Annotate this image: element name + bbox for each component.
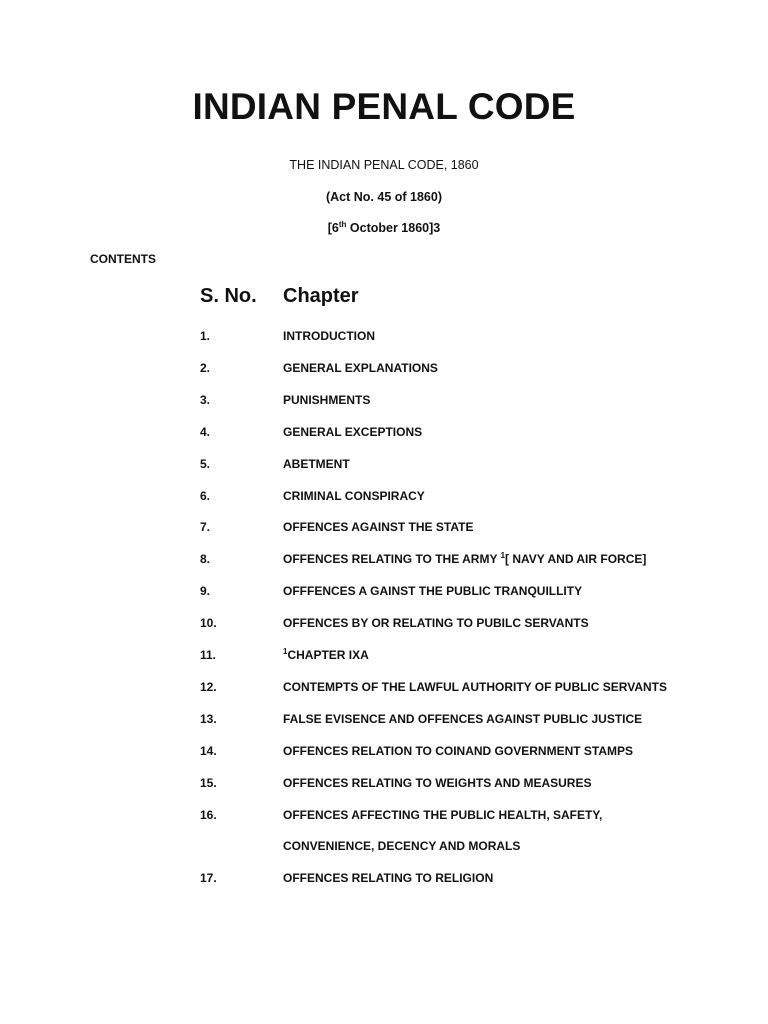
chapter-number: 2. [200, 361, 211, 375]
chapter-row [0, 329, 768, 347]
chapter-row [0, 489, 768, 507]
chapter-title: CONVENIENCE, DECENCY AND MORALS [283, 839, 521, 853]
chapter-row [0, 648, 768, 666]
chapter-title: GENERAL EXPLANATIONS [283, 361, 438, 375]
chapter-number: 3. [200, 393, 211, 407]
enactment-date [0, 221, 768, 235]
chapter-number: 12. [200, 680, 217, 694]
chapter-number: 10. [200, 616, 217, 630]
chapter-row [0, 744, 768, 762]
chapter-number: 13. [200, 712, 217, 726]
chapter-title: OFFENCES BY OR RELATING TO PUBILC SERVANTS [283, 616, 589, 630]
chapter-number: 17. [200, 871, 217, 885]
chapter-title: OFFENCES RELATION TO COINAND GOVERNMENT STAMPS [283, 744, 634, 758]
chapter-number: 14. [200, 744, 217, 758]
chapter-number: 4. [200, 425, 211, 439]
chapter-row [0, 393, 768, 411]
chapter-title: INTRODUCTION [283, 329, 375, 343]
chapter-number: 11. [200, 648, 217, 662]
chapter-row [0, 520, 768, 538]
chapter-title: CONTEMPTS OF THE LAWFUL AUTHORITY OF PUBLIC SERVANTS [283, 680, 668, 694]
chapter-row [0, 871, 768, 889]
chapter-number: 7. [200, 520, 211, 534]
chapter-title: FALSE EVISENCE AND OFFENCES AGAINST PUBLIC JUSTICE [283, 712, 643, 726]
chapter-title: CRIMINAL CONSPIRACY [283, 489, 425, 503]
date-suffix: October 1860]3 [346, 221, 441, 235]
chapter-title: GENERAL EXCEPTIONS [283, 425, 423, 439]
chapter-number: 16. [200, 808, 217, 822]
chapter-row [0, 712, 768, 730]
chapter-row [0, 425, 768, 443]
chapter-title: $^1$CHAPTER IXA [283, 647, 369, 662]
column-header-chapter: Chapter [283, 285, 359, 307]
chapter-title: OFFENCES AGAINST THE STATE [283, 520, 474, 534]
date-prefix: [6 [327, 221, 339, 235]
chapter-row [0, 839, 768, 857]
chapter-row [0, 361, 768, 379]
chapter-row [0, 552, 768, 570]
chapter-row [0, 680, 768, 698]
chapter-title: OFFENCES RELATING TO RELIGION [283, 871, 494, 885]
chapter-row [0, 457, 768, 475]
document-title: INDIAN PENAL CODE [192, 86, 576, 127]
chapter-number: 5. [200, 457, 211, 471]
contents-label: CONTENTS [90, 252, 156, 266]
act-number: (Act No. 45 of 1860) [325, 190, 442, 204]
date-superscript: th [338, 219, 347, 229]
chapter-title: ABETMENT [283, 457, 350, 471]
chapter-title: OFFENCES RELATING TO WEIGHTS AND MEASURES [283, 776, 592, 790]
chapter-row [0, 584, 768, 602]
footnote-marker: 1 [500, 551, 506, 560]
chapter-title: PUNISHMENTS [283, 393, 371, 407]
document-subtitle: THE INDIAN PENAL CODE, 1860 [289, 158, 479, 172]
footnote-marker: 1 [283, 647, 288, 656]
chapter-number: 6. [200, 489, 211, 503]
chapter-number: 1. [200, 329, 211, 343]
chapter-title: OFFFENCES A GAINST THE PUBLIC TRANQUILLITY [283, 584, 583, 598]
chapter-row [0, 808, 768, 826]
column-header-sno: S. No. [200, 285, 257, 307]
chapter-row [0, 616, 768, 634]
chapter-number: 9. [200, 584, 211, 598]
chapter-row [0, 776, 768, 794]
chapter-number: 15. [200, 776, 217, 790]
chapter-title: OFFENCES RELATING TO THE ARMY $^1$[ NAVY AND AIR FORCE] [283, 551, 647, 566]
chapter-title: OFFENCES AFFECTING THE PUBLIC HEALTH, SAFETY, [283, 808, 603, 822]
chapter-number: 8. [200, 552, 211, 566]
